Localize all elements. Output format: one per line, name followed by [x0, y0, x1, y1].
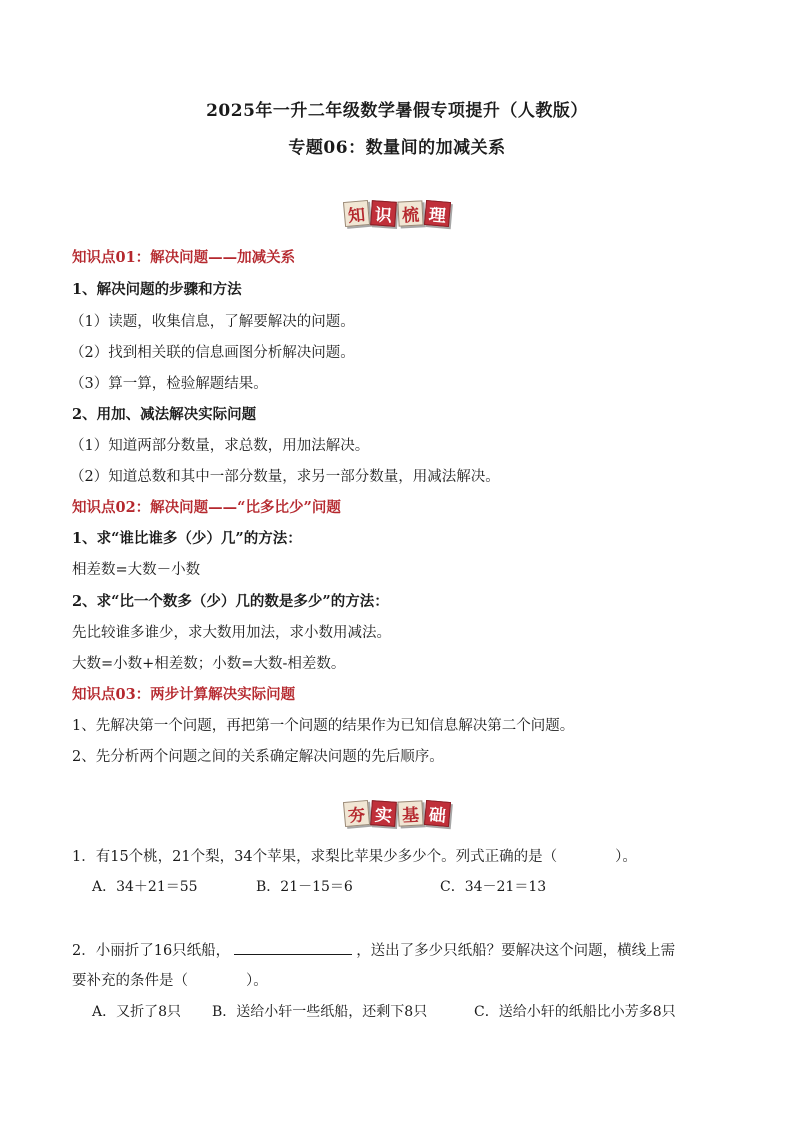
question-1-option-a: A．34＋21＝55	[92, 879, 198, 895]
banner-tile: 夯	[343, 800, 370, 827]
section-heading: 1、求“谁比谁多（少）几”的方法：	[72, 530, 302, 547]
text-line: （3）算一算，检验解题结果。	[70, 376, 268, 392]
knowledge-banner	[0, 201, 794, 226]
question-1-option-b: B．21－15＝6	[256, 879, 353, 895]
section-heading: 2、用加、减法解决实际问题	[72, 406, 257, 423]
knowledge-point-1-title: 知识点01：解决问题——加减关系	[72, 249, 296, 266]
text-line: （1）知道两部分数量，求总数，用加法解决。	[70, 438, 370, 454]
banner-tile: 基	[397, 800, 423, 826]
text-line: 2、先分析两个问题之间的关系确定解决问题的先后顺序。	[72, 749, 444, 765]
text-line: 先比较谁多谁少，求大数用加法，求小数用减法。	[72, 625, 391, 641]
question-2-option-b: B．送给小轩一些纸船，还剩下8只	[212, 1004, 428, 1020]
text-line: 大数=小数+相差数；小数=大数-相差数。	[72, 656, 346, 672]
question-1-option-c: C．34－21＝13	[440, 879, 547, 895]
knowledge-point-2-title: 知识点02：解决问题——“比多比少”问题	[72, 499, 341, 516]
question-2-text-a: 2．小丽折了16只纸船，	[72, 943, 231, 959]
section-heading: 2、求“比一个数多（少）几的数是多少”的方法：	[72, 593, 389, 610]
banner-tile: 识	[370, 200, 397, 227]
text-line: （1）读题，收集信息，了解要解决的问题。	[70, 314, 355, 330]
answer-blank	[234, 940, 352, 955]
question-2-text-b: ，送出了多少只纸船？要解决这个问题，横线上需	[356, 943, 676, 959]
question-2-option-a: A．又折了8只	[92, 1004, 182, 1020]
section-heading: 1、解决问题的步骤和方法	[72, 281, 242, 298]
question-1: 1．有15个桃，21个梨，34个苹果，求梨比苹果少多少个。列式正确的是（ ）。	[72, 849, 637, 865]
banner-tile: 础	[424, 800, 451, 827]
text-line: （2）找到相关联的信息画图分析解决问题。	[70, 345, 355, 361]
text-line: 相差数=大数－小数	[72, 562, 201, 578]
question-2-option-c: C．送给小轩的纸船比小芳多8只	[474, 1004, 676, 1020]
banner-tile: 实	[370, 800, 397, 827]
document-title: 2025年一升二年级数学暑假专项提升（人教版）	[206, 101, 588, 121]
document-subtitle: 专题06：数量间的加减关系	[288, 138, 506, 158]
text-line: 1、先解决第一个问题，再把第一个问题的结果作为已知信息解决第二个问题。	[72, 718, 575, 734]
banner-tile: 梳	[397, 200, 423, 226]
banner-tile: 理	[424, 200, 451, 227]
practice-banner	[0, 801, 794, 826]
banner-tile: 知	[343, 200, 370, 227]
text-line: （2）知道总数和其中一部分数量，求另一部分数量，用减法解决。	[70, 469, 500, 485]
question-2-line-1	[72, 939, 675, 960]
knowledge-point-3-title: 知识点03：两步计算解决实际问题	[72, 686, 296, 703]
question-2-line-2: 要补充的条件是（ ）。	[72, 973, 268, 989]
